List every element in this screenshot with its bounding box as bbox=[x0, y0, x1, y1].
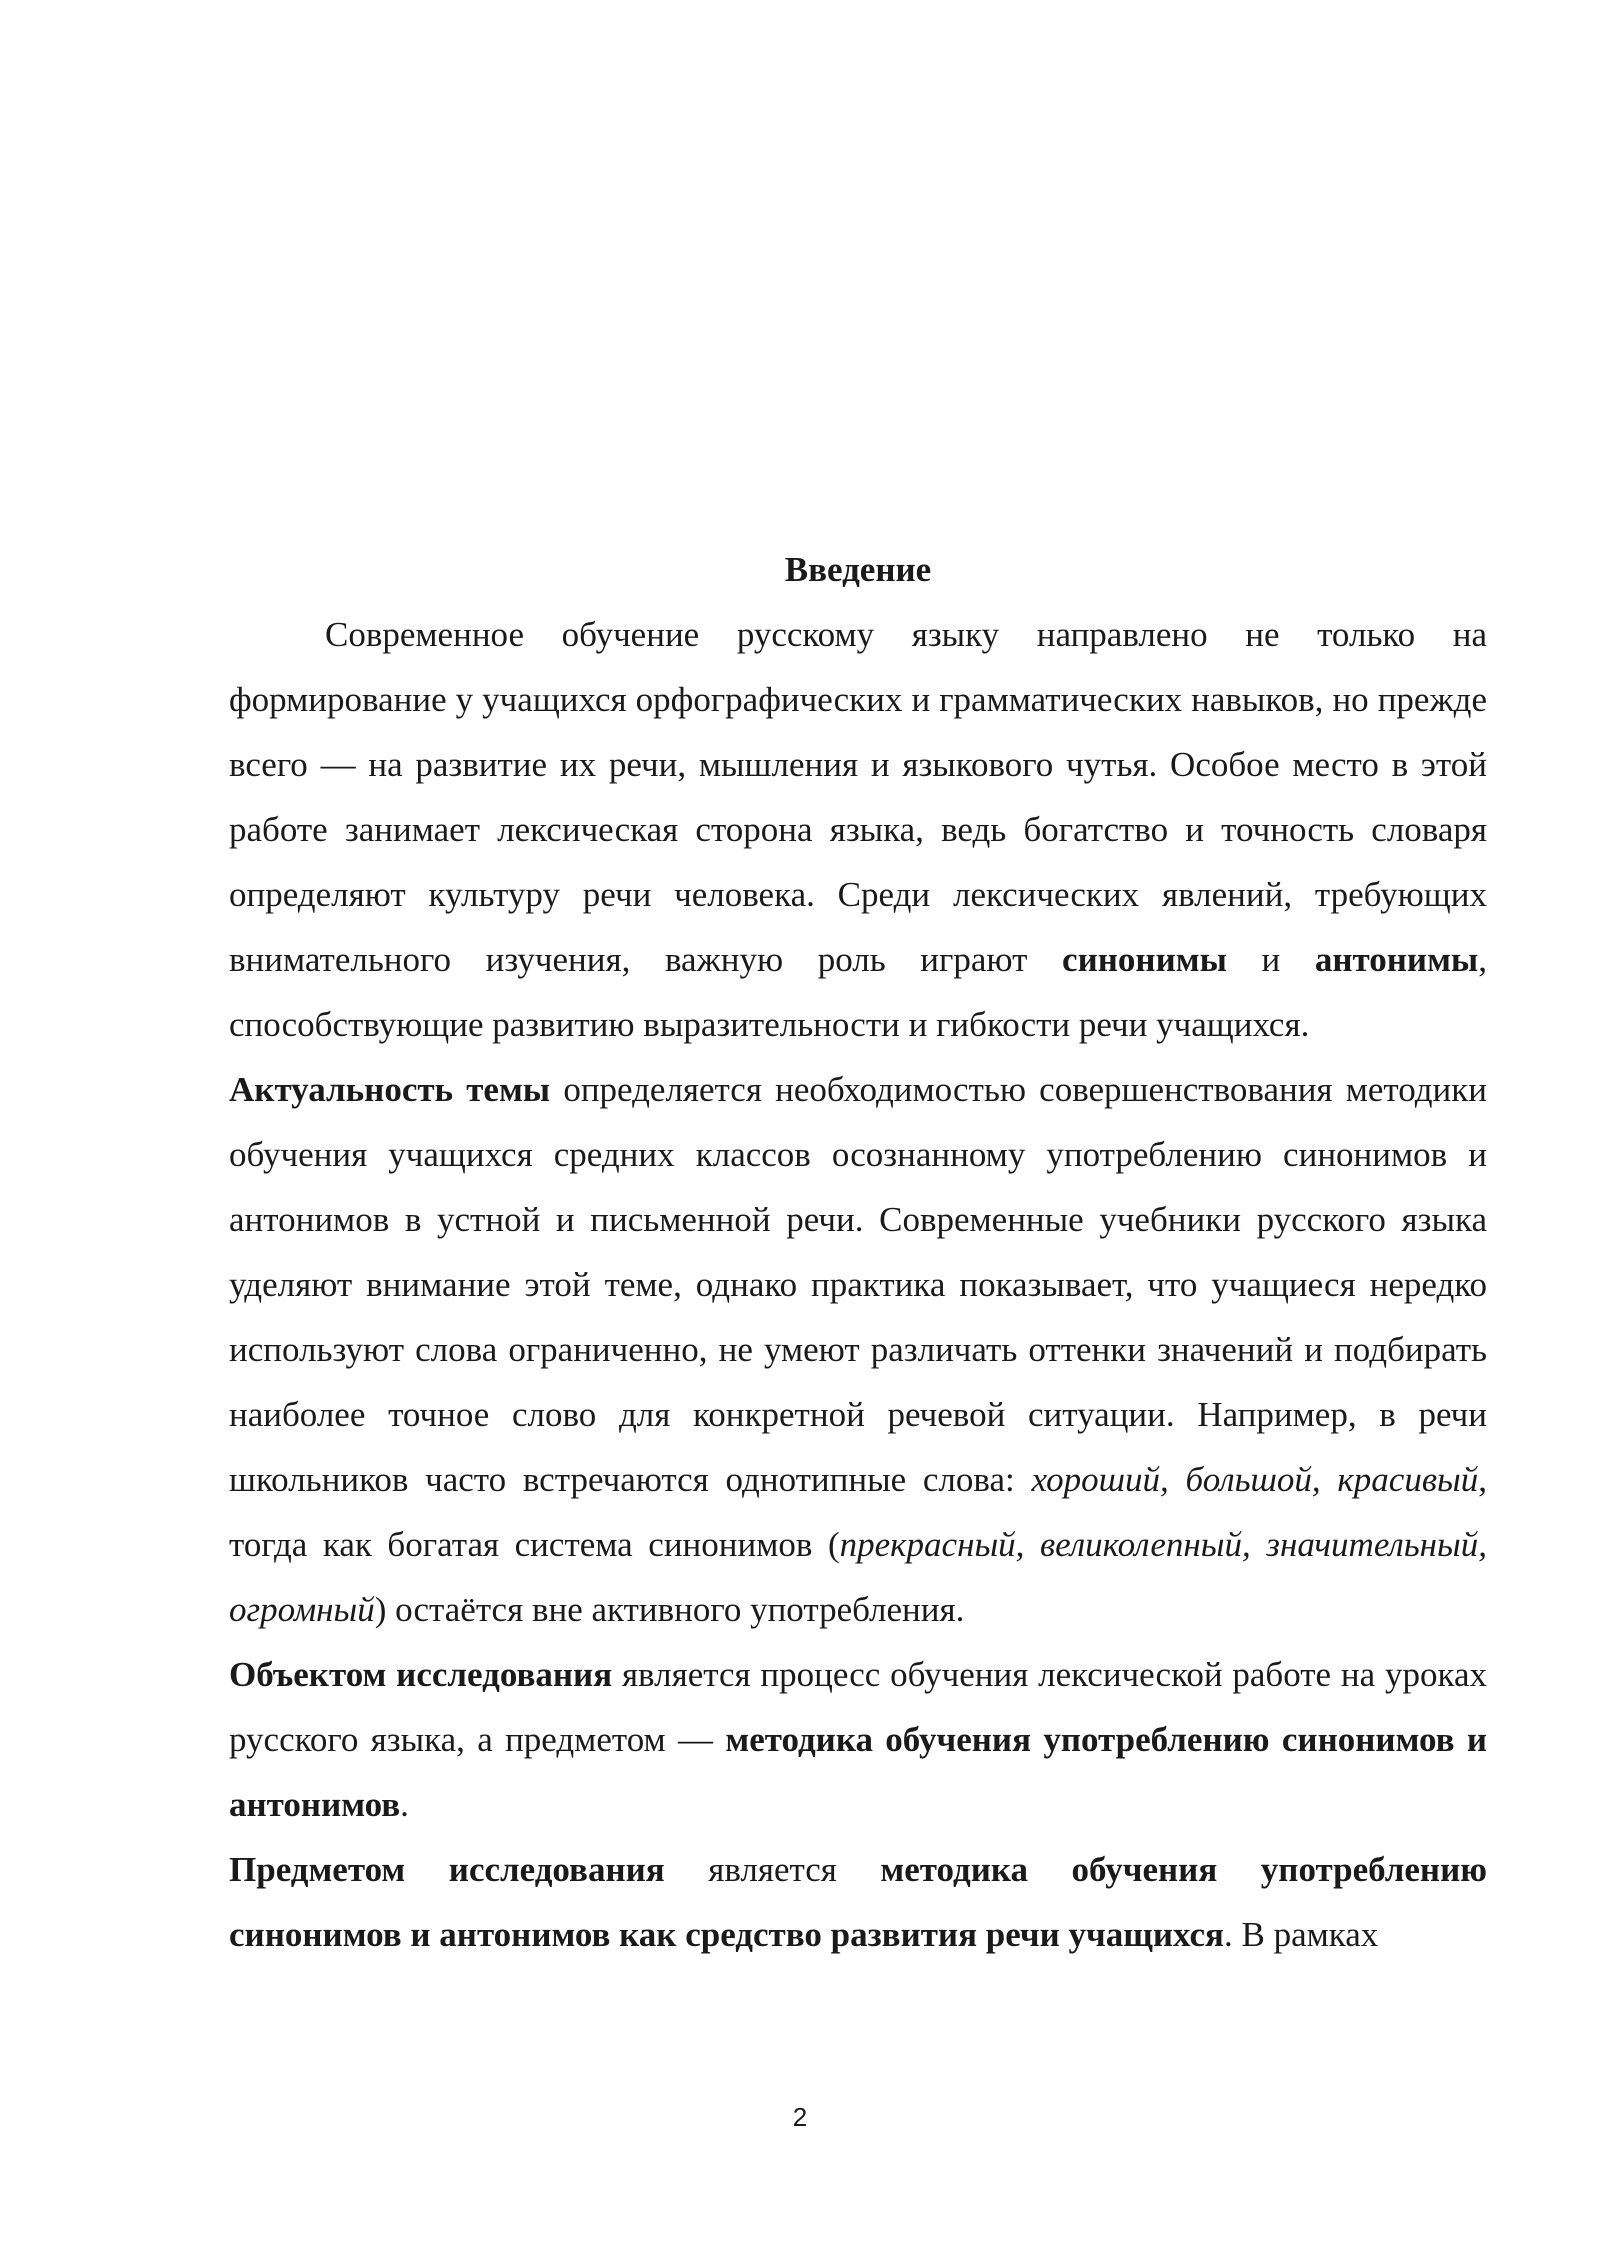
paragraph-subject bbox=[229, 1837, 1487, 1967]
text-run: определяется необходимостью совершенствования методики обучения учащихся средних классов осознанному употреблению синонимов и антонимов в устной и письменной речи. Современные учебники русского языка уделяют внимание этой теме, однако практика показывает, что учащиеся нередко используют слова ограниченно, не умеют различать оттенки значений и подбирать наиболее точное слово для конкретной речевой ситуации. Например, в речи школьников часто встречаются однотипные слова: bbox=[229, 1070, 1487, 1499]
bold-term-antonyms: антонимы bbox=[1314, 940, 1479, 979]
text-run: . bbox=[400, 1785, 409, 1824]
bold-term-synonyms: синонимы bbox=[1062, 940, 1227, 979]
page-number: 2 bbox=[792, 2102, 808, 2132]
bold-term-method-development: методика обучения употреблению синонимов и антонимов как средство развития речи учащихся bbox=[229, 1850, 1487, 1954]
text-run: является процесс обучения лексической работе на уроках русского языка, а предметом — bbox=[229, 1655, 1487, 1759]
text-run: и bbox=[1226, 940, 1315, 979]
italic-examples-synonyms: прекрасный, великолепный, значительный, огромный bbox=[229, 1525, 1487, 1629]
bold-heading-relevance: Актуальность темы bbox=[229, 1070, 551, 1109]
paragraph-intro bbox=[229, 602, 1487, 1057]
paragraph-object bbox=[229, 1642, 1487, 1837]
text-run: Современное обучение русскому языку направлено не только на формирование у учащихся орфографических и грамматических навыков, но прежде всего — на развитие их речи, мышления и языкового чутья. Особое место в этой работе занимает лексическая сторона языка, ведь богатство и точность словаря определяют культуру речи человека. Среди лексических явлений, требующих внимательного изучения, важную роль играют bbox=[229, 615, 1487, 979]
section-title: Введение bbox=[784, 550, 932, 589]
text-run: , способствующие развитию выразительности и гибкости речи учащихся. bbox=[229, 940, 1488, 1044]
bold-heading-object: Объектом исследования bbox=[229, 1655, 613, 1694]
bold-term-method: методика обучения употреблению синонимов и антонимов bbox=[229, 1720, 1487, 1824]
text-run: , тогда как богатая система синонимов ( bbox=[229, 1460, 1487, 1564]
text-run: ) остаётся вне активного употребления. bbox=[374, 1590, 965, 1629]
text-run: . В рамках bbox=[1223, 1915, 1379, 1954]
page-content bbox=[229, 537, 1487, 1967]
italic-examples-common: хороший, большой, красивый bbox=[1031, 1460, 1479, 1499]
text-run: является bbox=[664, 1850, 881, 1889]
bold-heading-subject: Предметом исследования bbox=[229, 1850, 665, 1889]
paragraph-relevance bbox=[229, 1057, 1487, 1642]
